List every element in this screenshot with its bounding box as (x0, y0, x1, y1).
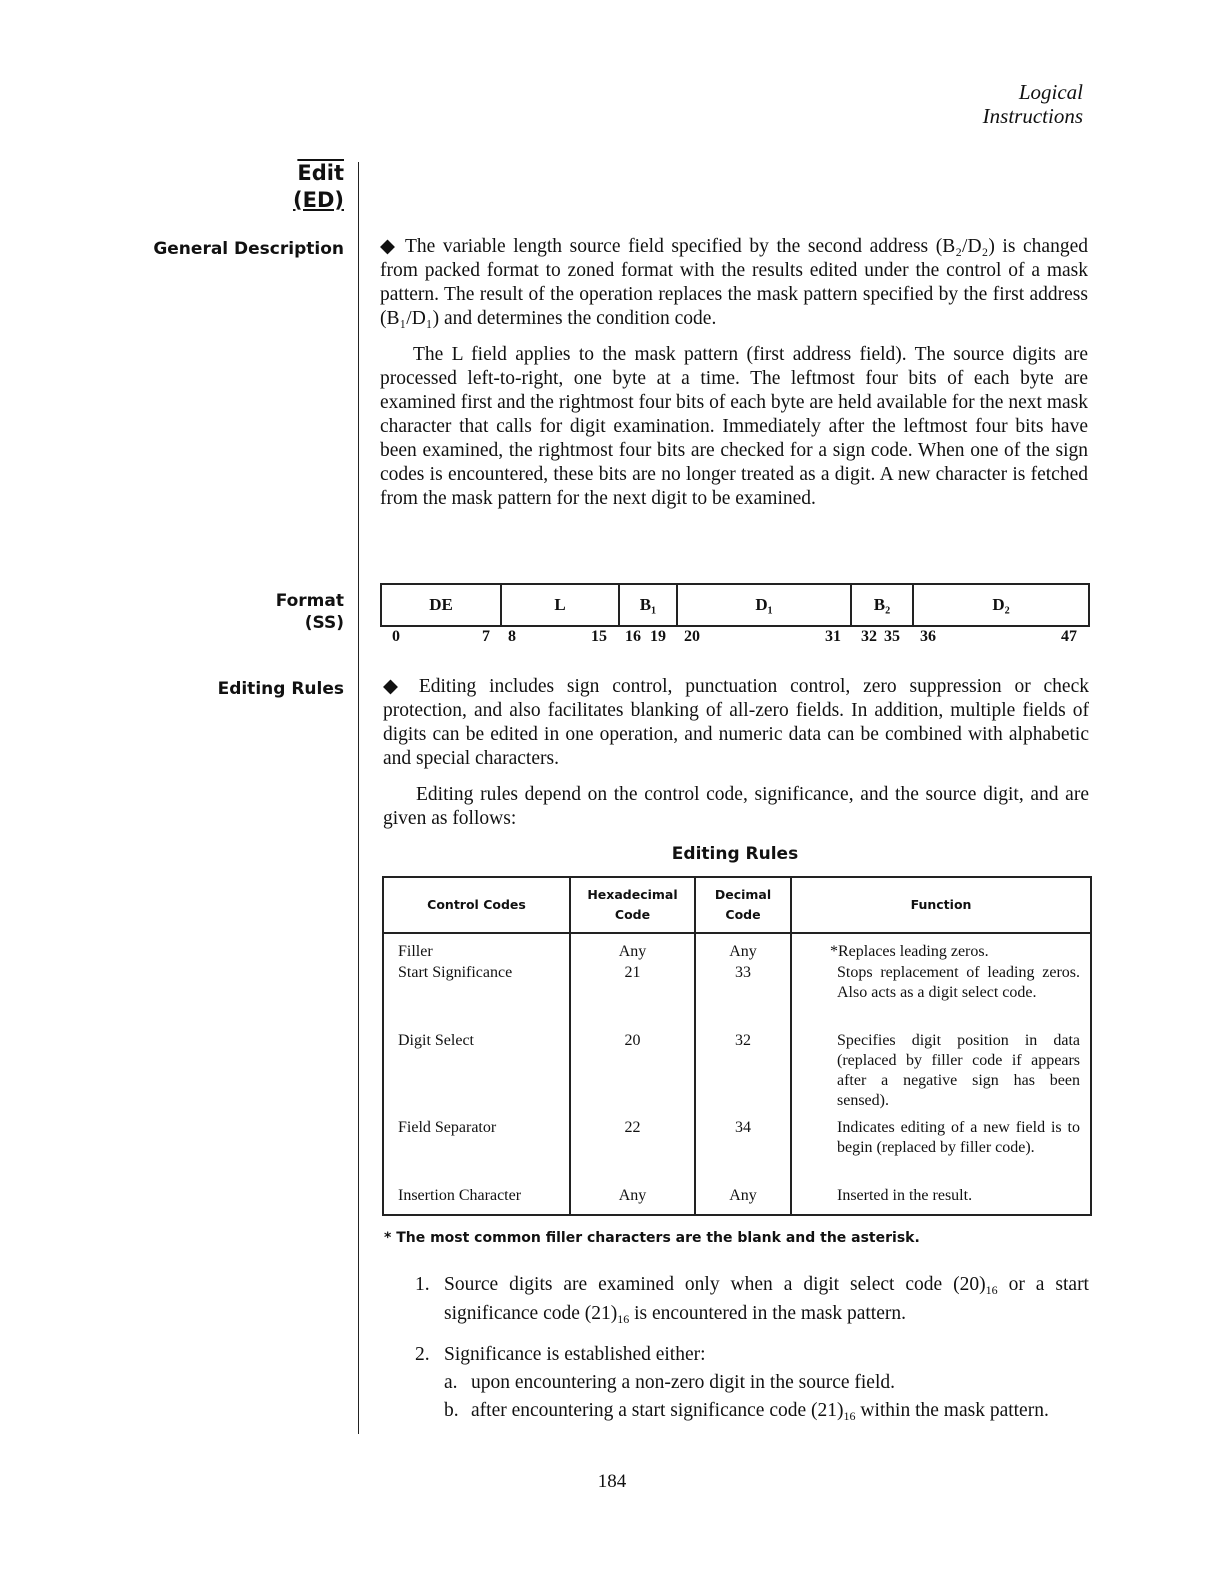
cell-control: Filler (398, 943, 433, 960)
label-format-line2: (SS) (304, 613, 344, 633)
cell-control: Digit Select (398, 1032, 474, 1049)
header-control-codes: Control Codes (383, 877, 570, 933)
running-head-line1: Logical (1018, 80, 1083, 104)
cell-function: Inserted in the result. (791, 1186, 1091, 1215)
header-hex-line1: Hexadecimal (587, 887, 678, 902)
table-title: Editing Rules (671, 844, 799, 864)
cell-dec: 34 (695, 1118, 791, 1186)
title-edit: Edit (297, 161, 344, 185)
bit-number: 31 (825, 628, 841, 645)
list-text: after encountering a start significance code (21) (471, 1400, 844, 1421)
vertical-rule (358, 162, 359, 1434)
list-subitem (444, 1371, 1089, 1395)
bit-number: 19 (650, 628, 666, 645)
header-hex-code (570, 877, 695, 933)
subscript: 16 (617, 1312, 630, 1326)
header-decimal-code (695, 877, 791, 933)
list-subitem (444, 1399, 1089, 1428)
list-letter: b. (444, 1400, 459, 1421)
format-field-d2: D₂ (992, 595, 1010, 614)
list-text: upon encountering a non-zero digit in the source field. (471, 1372, 895, 1393)
bit-number: 20 (684, 628, 700, 645)
section-title (293, 160, 344, 214)
rules-list (415, 1273, 1089, 1428)
format-field-l: L (502, 585, 620, 625)
editing-rules-text (383, 675, 1089, 831)
format-field-b1: B₁ (620, 585, 678, 625)
list-text: Source digits are examined only when a digit select code (20) (444, 1274, 986, 1295)
list-item (415, 1273, 1089, 1331)
list-text: or a start significance code (21) (444, 1274, 1089, 1324)
cell-control: Field Separator (398, 1119, 497, 1136)
table-header-row (383, 877, 1091, 933)
label-format (276, 590, 344, 634)
list-number: 1. (415, 1274, 430, 1295)
editing-rules-table (382, 876, 1092, 1216)
subscript: 16 (985, 1283, 998, 1297)
cell-function: Stops replacement of leading zeros. Also acts as a digit select code. (791, 963, 1091, 1031)
general-description-text (380, 235, 1088, 511)
list-text: is encountered in the mask pattern. (629, 1303, 906, 1324)
cell-control: Start Significance (398, 964, 513, 981)
bit-number: 35 (884, 628, 900, 645)
running-head-line2: Instructions (982, 104, 1083, 128)
subscript: 16 (843, 1409, 856, 1423)
label-general-description: General Description (153, 239, 344, 259)
cell-hex: Any (570, 1186, 695, 1215)
cell-hex: 22 (570, 1118, 695, 1186)
format-diagram (380, 583, 1090, 627)
table-row (383, 963, 1091, 1031)
table-row (383, 933, 1091, 963)
cell-hex: 20 (570, 1031, 695, 1118)
header-dec-line2: Code (725, 907, 761, 922)
general-description-p2: The L field applies to the mask pattern (first address field). The source digits are processed left-to-right, one byte at a time. The leftmost four bits of each byte are examined first and the rightmost four bits of each byte are held available for the next mask character that calls for digit examination. Immediately after the leftmost four bits have been examined, the rightmost four bits are checked for a sign code. When one of the sign codes is encountered, these bits are no longer treated as a digit. A new character is fetched from the mask pattern for the next digit to be examined. (380, 344, 1088, 509)
label-editing-rules: Editing Rules (217, 679, 344, 699)
table-row (383, 1118, 1091, 1186)
editing-rules-p1: ◆ Editing includes sign control, punctuation control, zero suppression or check protection, and also facilitates blanking of all-zero fields. In addition, multiple fields of digits can be edited in one operation, and numeric data can be combined with alphabetic and special characters. (383, 676, 1089, 769)
general-description-p1: ◆ The variable length source field specified by the second address (B₂/D₂) is changed from packed format to zoned format with the results edited under the control of a mask pattern. The result of the operation replaces the mask pattern specified by the first address (B₁/D₁) and determines the condition code. (380, 236, 1088, 329)
header-dec-line1: Decimal (714, 887, 772, 902)
cell-hex: Any (570, 933, 695, 963)
header-hex-line2: Code (614, 907, 651, 922)
cell-function: Specifies digit position in data (replaced by filler code if appears after a negative sign has been sensed). (791, 1031, 1091, 1118)
list-letter: a. (444, 1372, 458, 1393)
bit-number: 47 (1061, 628, 1077, 645)
cell-control: Insertion Character (398, 1187, 522, 1204)
bit-number: 15 (591, 628, 607, 645)
table-row (383, 1031, 1091, 1118)
format-field-b2: B₂ (852, 585, 914, 625)
table-row (383, 1186, 1091, 1215)
bit-number: 0 (392, 628, 400, 645)
format-field-de: DE (382, 585, 502, 625)
cell-hex: 21 (570, 963, 695, 1031)
header-function: Function (791, 877, 1091, 933)
bit-number: 8 (508, 628, 516, 645)
list-text: Significance is established either: (444, 1344, 706, 1365)
title-ed: (ED) (293, 188, 344, 212)
list-item (415, 1343, 1089, 1367)
table-footnote: * The most common filler characters are the blank and the asterisk. (384, 1230, 920, 1246)
editing-rules-p2: Editing rules depend on the control code, significance, and the source digit, and are given as follows: (383, 784, 1089, 829)
bit-number: 32 (861, 628, 877, 645)
running-head (983, 80, 1083, 128)
cell-dec: 32 (695, 1031, 791, 1118)
list-text: within the mask pattern. (855, 1400, 1049, 1421)
cell-dec: Any (695, 933, 791, 963)
cell-function: Indicates editing of a new field is to begin (replaced by filler code). (791, 1118, 1091, 1186)
cell-function: *Replaces leading zeros. (791, 933, 1091, 963)
label-format-line1: Format (275, 591, 344, 611)
bit-number: 16 (625, 628, 641, 645)
cell-dec: 33 (695, 963, 791, 1031)
page-number: 184 (597, 1471, 627, 1492)
bit-number: 7 (482, 628, 490, 645)
format-field-d1: D₁ (678, 585, 852, 625)
cell-dec: Any (695, 1186, 791, 1215)
list-number: 2. (415, 1344, 430, 1365)
bit-number: 36 (920, 628, 936, 645)
